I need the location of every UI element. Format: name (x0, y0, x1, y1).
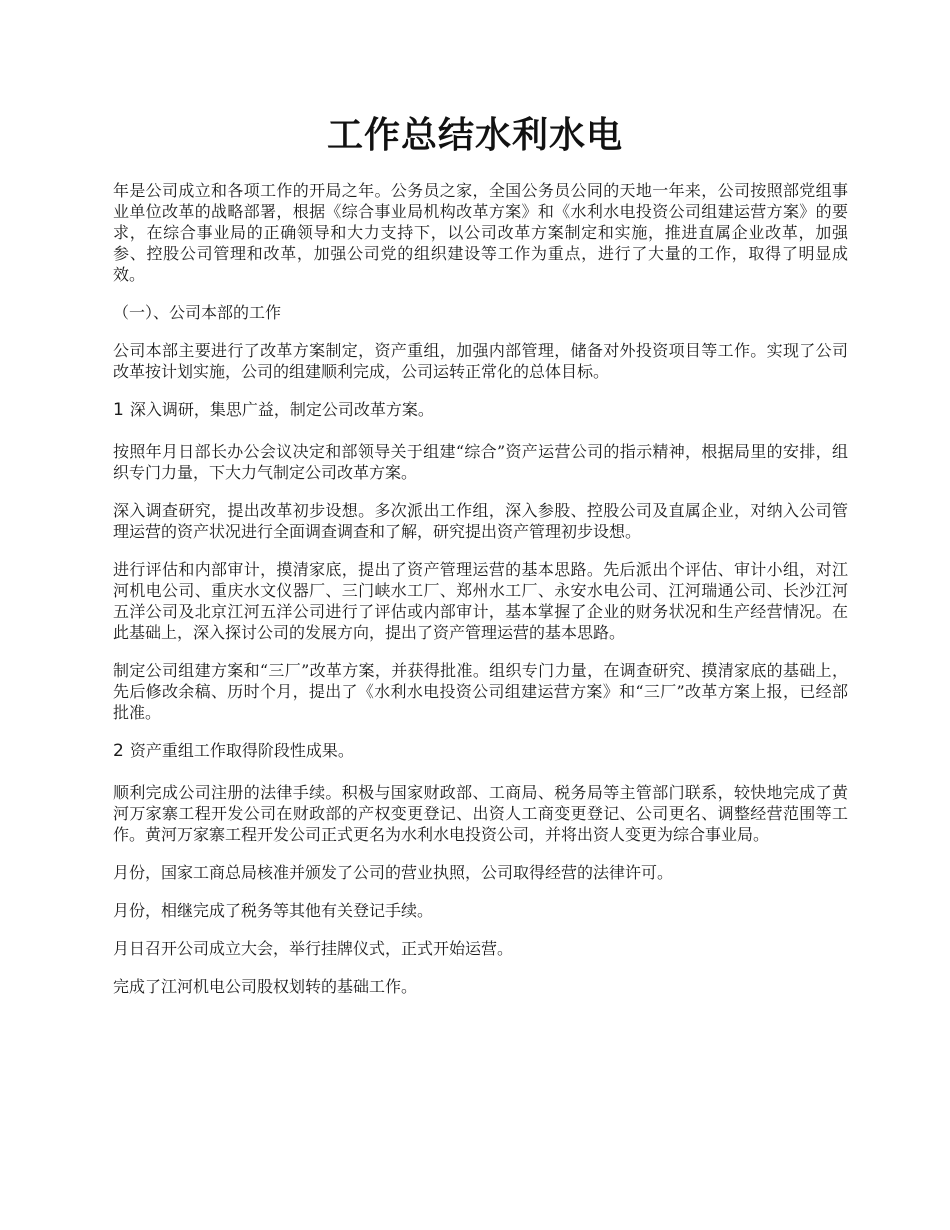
paragraph: 按照年月日部长办公会议决定和部领导关于组建“综合”资产运营公司的指示精神，根据局里的安排，组织专门力量，下大力气制定公司改革方案。 (113, 442, 848, 482)
document-body (113, 180, 848, 1014)
paragraph: 深入调查研究，提出改革初步设想。多次派出工作组，深入参股、控股公司及直属企业，对纳入公司管理运营的资产状况进行全面调查调查和了解，研究提出资产管理初步设想。 (113, 501, 848, 541)
paragraph-intro: 年是公司成立和各项工作的开局之年。公务员之家，全国公务员公同的天地一年来，公司按照部党组事业单位改革的战略部署，根据《综合事业局机构改革方案》和《水利水电投资公司组建运营方案》的要求，在综合事业局的正确领导和大力支持下，以公司改革方案制定和实施，推进直属企业改革，加强参、控股公司管理和改革，加强公司党的组织建设等工作为重点，进行了大量的工作，取得了明显成效。 (113, 181, 848, 284)
paragraph: 进行评估和内部审计，摸清家底，提出了资产管理运营的基本思路。先后派出个评估、审计小组，对江河机电公司、重庆水文仪器厂、三门峡水工厂、郑州水工厂、永安水电公司、江河瑞通公司、长沙江河五洋公司及北京江河五洋公司进行了评估或内部审计，基本掌握了企业的财务状况和生产经营情况。在此基础上，深入探讨公司的发展方向，提出了资产管理运营的基本思路。 (113, 560, 848, 642)
paragraph: 完成了江河机电公司股权划转的基础工作。 (113, 977, 418, 996)
paragraph: 月日召开公司成立大会，举行挂牌仪式，正式开始运营。 (113, 939, 514, 958)
paragraph: 制定公司组建方案和“三厂”改革方案，并获得批准。组织专门力量，在调查研究、摸清家底的基础上，先后修改余稿、历时个月，提出了《水利水电投资公司组建运营方案》和“三厂”改革方案上报，已经部批准。 (113, 661, 848, 722)
heading-text: 资产重组工作取得阶段性成果。 (129, 741, 354, 760)
heading-number: 1 (113, 400, 124, 420)
paragraph: 月份，国家工商总局核准并颁发了公司的营业执照，公司取得经营的法律许可。 (113, 863, 674, 882)
numbered-heading (113, 740, 848, 762)
paragraph: 月份，相继完成了税务等其他有关登记手续。 (113, 901, 434, 920)
numbered-heading (113, 399, 848, 421)
heading-text: 深入调研，集思广益，制定公司改革方案。 (129, 400, 434, 419)
document-title: 工作总结水利水电 (326, 115, 623, 156)
heading-number: 2 (113, 741, 124, 761)
section-heading: （一）、公司本部的工作 (113, 303, 282, 322)
paragraph: 公司本部主要进行了改革方案制定，资产重组，加强内部管理，储备对外投资项目等工作。实现了公司改革按计划实施，公司的组建顺利完成，公司运转正常化的总体目标。 (113, 341, 848, 381)
paragraph: 顺利完成公司注册的法律手续。积极与国家财政部、工商局、税务局等主管部门联系，较快地完成了黄河万家寨工程开发公司在财政部的产权变更登记、出资人工商变更登记、公司更名、调整经营范围等工作。黄河万家寨工程开发公司正式更名为水利水电投资公司，并将出资人变更为综合事业局。 (113, 783, 848, 844)
